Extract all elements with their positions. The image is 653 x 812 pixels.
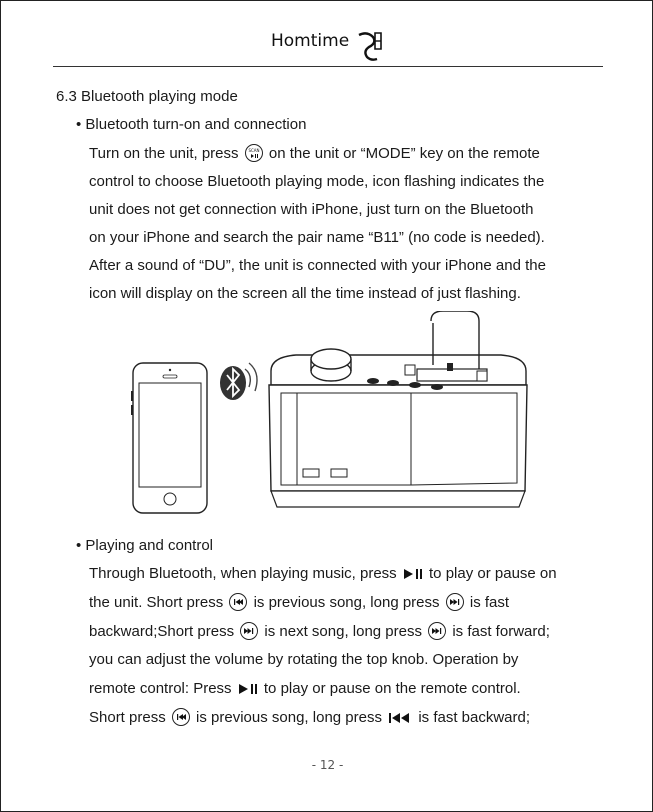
product-illustration: [121, 311, 541, 531]
fast-backward-icon: [388, 712, 412, 724]
bluetooth-icon: [220, 363, 257, 400]
play-pause-icon: [238, 683, 258, 695]
brand-mark-icon: [353, 29, 385, 63]
play-pause-icon: [403, 568, 423, 580]
brand-name: Homtime: [271, 31, 350, 51]
section-heading: 6.3 Bluetooth playing mode: [56, 88, 238, 105]
page-number: - 12 -: [311, 758, 344, 772]
control-line-3: backward;Short press is next song, long press is fast forward;: [89, 623, 550, 640]
paragraph-line-4: on your iPhone and search the pair name “B11” (no code is needed).: [89, 229, 545, 246]
paragraph-line-1: Turn on the unit, press SCAN on the unit or “MODE” key on the remote: [89, 145, 540, 162]
scan-play-button-icon: [245, 144, 263, 162]
control-line-2: the unit. Short press is previous song, long press is fast: [89, 594, 510, 611]
header-rule: [53, 66, 603, 67]
previous-button-icon: [172, 708, 190, 726]
next-button-icon: [240, 622, 258, 640]
next-button-icon: [446, 593, 464, 611]
control-line-5: remote control: Press to play or pause on the remote control.: [89, 680, 521, 697]
bullet-bluetooth-connection: • Bluetooth turn-on and connection: [76, 116, 307, 133]
control-line-1: Through Bluetooth, when playing music, press to play or pause on: [89, 565, 557, 582]
next-button-icon: [428, 622, 446, 640]
iphone-illustration: [131, 363, 207, 513]
control-line-4: you can adjust the volume by rotating the top knob. Operation by: [89, 651, 519, 668]
scan-icon-label: SCAN: [248, 148, 260, 153]
brand-logo: [271, 29, 391, 63]
control-line-6: Short press is previous song, long press is fast backward;: [89, 709, 531, 726]
paragraph-line-2: control to choose Bluetooth playing mode, icon flashing indicates the: [89, 173, 545, 190]
speaker-dock-illustration: [269, 311, 527, 507]
bullet-playing-control: • Playing and control: [76, 537, 213, 554]
paragraph-line-6: icon will display on the screen all the time instead of just flashing.: [89, 285, 521, 302]
paragraph-line-3: unit does not get connection with iPhone, just turn on the Bluetooth: [89, 201, 534, 218]
previous-button-icon: [229, 593, 247, 611]
paragraph-line-5: After a sound of “DU”, the unit is connected with your iPhone and the: [89, 257, 546, 274]
